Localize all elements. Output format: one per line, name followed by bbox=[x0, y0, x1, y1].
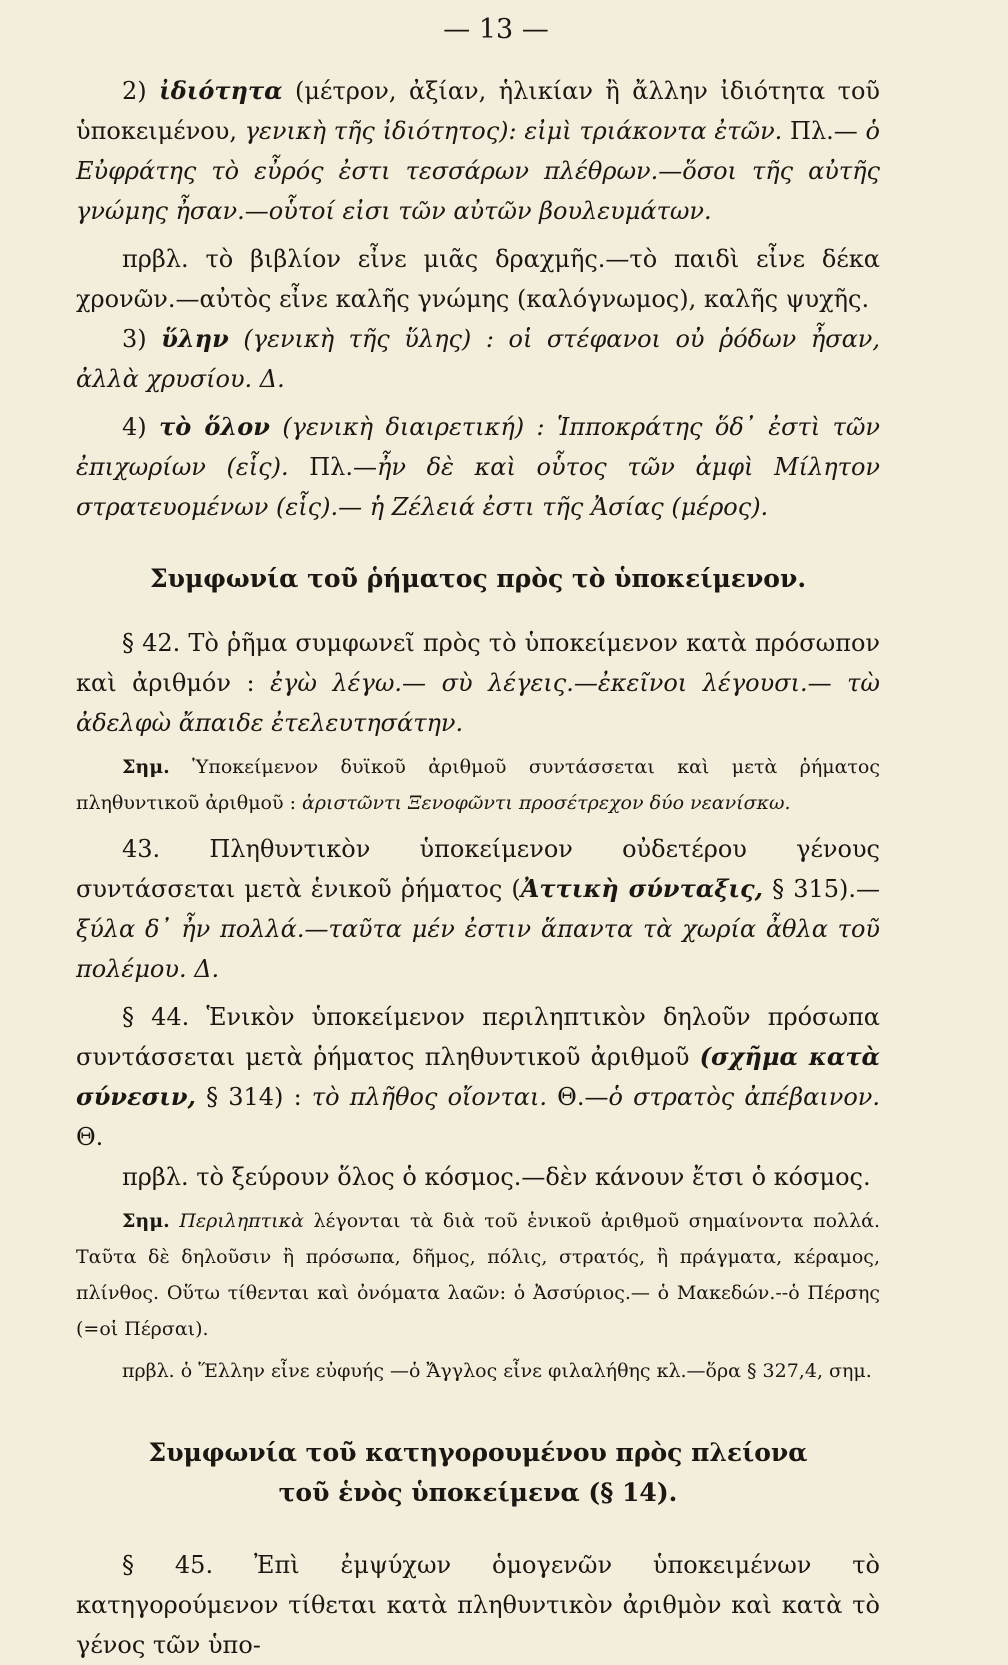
body-text: 43. Πληθυντικὸν ὑποκείμενον οὐδετέρου γένους συντάσσεται μετὰ ἑνικοῦ ῥήματος ( bbox=[76, 835, 880, 903]
body-text: (μέτρον, ἀξίαν, ἡλικίαν ἢ ἄλλην ἰδιότητα τοῦ ὑποκειμένου, bbox=[76, 77, 880, 145]
example-text: (γενικὴ τῆς ὕλης) : οἱ στέφανοι οὐ ῥόδων ἦσαν, ἀλλὰ χρυσίου. Δ. bbox=[76, 325, 881, 393]
note-1 bbox=[76, 749, 880, 821]
item-number: 4) bbox=[122, 413, 160, 441]
example-text: τὸ πλῆθος οἴονται. bbox=[311, 1083, 547, 1111]
note-text: Ὑποκείμενον δυϊκοῦ ἀριθμοῦ συντάσσεται καὶ μετὰ ῥήματος πληθυντικοῦ ἀριθμοῦ : bbox=[76, 756, 880, 814]
item-number: 3) bbox=[122, 325, 162, 353]
note-label: Σημ. bbox=[122, 1210, 170, 1232]
body-text: § 315). bbox=[763, 875, 856, 903]
term: ὕλην bbox=[161, 324, 229, 353]
paragraph-3 bbox=[76, 319, 880, 399]
body-text: Θ.— bbox=[547, 1083, 609, 1111]
example-text: γενικὴ τῆς ἰδιότητος): εἰμὶ τριάκοντα ἐτῶν. bbox=[244, 117, 783, 145]
comparison-paragraph: πρβλ. τὸ ξεύρουν ὅλος ὁ κόσμος.—δὲν κάνουν ἔτσι ὁ κόσμος. bbox=[122, 1163, 871, 1191]
section-heading: Συμφωνία τοῦ ῥήματος πρὸς τὸ ὑποκείμενον. bbox=[149, 564, 807, 593]
example-text: ὁ Εὐφράτης τὸ εὖρός ἐστι τεσσάρων πλέθρων.—ὅσοι τῆς αὐτῆς γνώμης ἦσαν.—οὗτοί εἰσι τῶν αὐτῶν βουλευμάτων. bbox=[76, 117, 880, 225]
item-number: 2) bbox=[122, 77, 160, 105]
section-heading bbox=[76, 1433, 880, 1513]
term: Περιληπτικὰ bbox=[169, 1210, 304, 1232]
body-text: § 42. Τὸ ῥῆμα συμφωνεῖ πρὸς τὸ ὑποκείμενον κατὰ πρόσωπον καὶ ἀριθμόν : bbox=[76, 629, 880, 697]
heading-line: Συμφωνία τοῦ κατηγορουμένου πρὸς πλείονα bbox=[148, 1438, 808, 1467]
heading-line: τοῦ ἑνὸς ὑποκείμενα (§ 14). bbox=[278, 1478, 678, 1507]
body-text: Θ. bbox=[76, 1123, 104, 1151]
note-label: Σημ. bbox=[122, 756, 170, 778]
example-text: —ξύλα δ᾽ ἦν πολλά.—ταῦτα μέν ἐστιν ἅπαντα τὰ χωρία ἆθλα τοῦ πολέμου. Δ. bbox=[76, 875, 880, 983]
example-text: ὁ στρατὸς ἀπέβαινον. bbox=[608, 1083, 880, 1111]
body-text: Πλ.— bbox=[782, 117, 866, 145]
example-text: (γενικὴ διαιρετική) : Ἱπποκράτης ὅδ᾽ ἐστὶ τῶν ἐπιχωρίων (εἷς). bbox=[76, 413, 881, 481]
section-43 bbox=[76, 829, 880, 989]
paragraph-2 bbox=[76, 71, 880, 231]
body-text: § 314) : bbox=[195, 1083, 312, 1111]
term: Ἀττικὴ σύνταξις, bbox=[520, 874, 763, 903]
section-45: § 45. Ἐπὶ ἐμψύχων ὁμογενῶν ὑποκειμένων τὸ κατηγορούμενον τίθεται κατὰ πληθυντικὸν ἀριθμὸν καὶ κατὰ τὸ γένος τῶν ὑπο- bbox=[76, 1551, 880, 1659]
page-number: — 13 — bbox=[443, 14, 549, 45]
example-text: ἦν δὲ καὶ οὗτος τῶν ἀμφὶ Μίλητον στρατευομένων (εἷς).— ἡ Ζέλειά ἐστι τῆς Ἀσίας (μέρος). bbox=[76, 453, 880, 521]
term: τὸ ὅλον bbox=[159, 412, 270, 441]
example-text: ἀριστῶντι Ξενοφῶντι προσέτρεχον δύο νεανίσκω. bbox=[302, 792, 791, 814]
body-text: Πλ.— bbox=[288, 453, 377, 481]
note-2 bbox=[76, 1203, 880, 1347]
term: (σχῆμα κατὰ σύνεσιν, bbox=[76, 1042, 880, 1111]
term: ἰδιότητα bbox=[159, 76, 283, 105]
example-text: ἐγὼ λέγω.— σὺ λέγεις.—ἐκεῖνοι λέγουσι.— τὼ ἀδελφὼ ἄπαιδε ἐτελευτησάτην. bbox=[76, 669, 880, 737]
paragraph-4 bbox=[76, 407, 880, 527]
comparison-paragraph: πρβλ. τὸ βιβλίον εἶνε μιᾶς δραχμῆς.—τὸ παιδὶ εἶνε δέκα χρονῶν.—αὐτὸς εἶνε καλῆς γνώμης (καλόγνωμος), καλῆς ψυχῆς. bbox=[76, 245, 880, 313]
note-text: λέγονται τὰ διὰ τοῦ ἑνικοῦ ἀριθμοῦ σημαίνοντα πολλά. Ταῦτα δὲ δηλοῦσιν ἢ πρόσωπα, δῆμος, πόλις, στρατός, ἢ πράγματα, κέραμος, πλίνθος. Οὕτω τίθενται καὶ ὀνόματα λαῶν: ὁ Ἀσσύριος.— ὁ Μακεδών.--ὁ Πέρσης (=οἱ Πέρσαι). bbox=[76, 1210, 880, 1340]
body-text: § 44. Ἑνικὸν ὑποκείμενον περιληπτικὸν δηλοῦν πρόσωπα συντάσσεται μετὰ ῥήματος πληθυντικοῦ ἀριθμοῦ bbox=[76, 1003, 880, 1071]
section-44 bbox=[76, 997, 880, 1157]
section-42 bbox=[76, 623, 880, 743]
note-3: πρβλ. ὁ Ἕλλην εἶνε εὐφυής —ὁ Ἄγγλος εἶνε φιλαλήθης κλ.—ὅρα § 327,4, σημ. bbox=[122, 1360, 872, 1382]
